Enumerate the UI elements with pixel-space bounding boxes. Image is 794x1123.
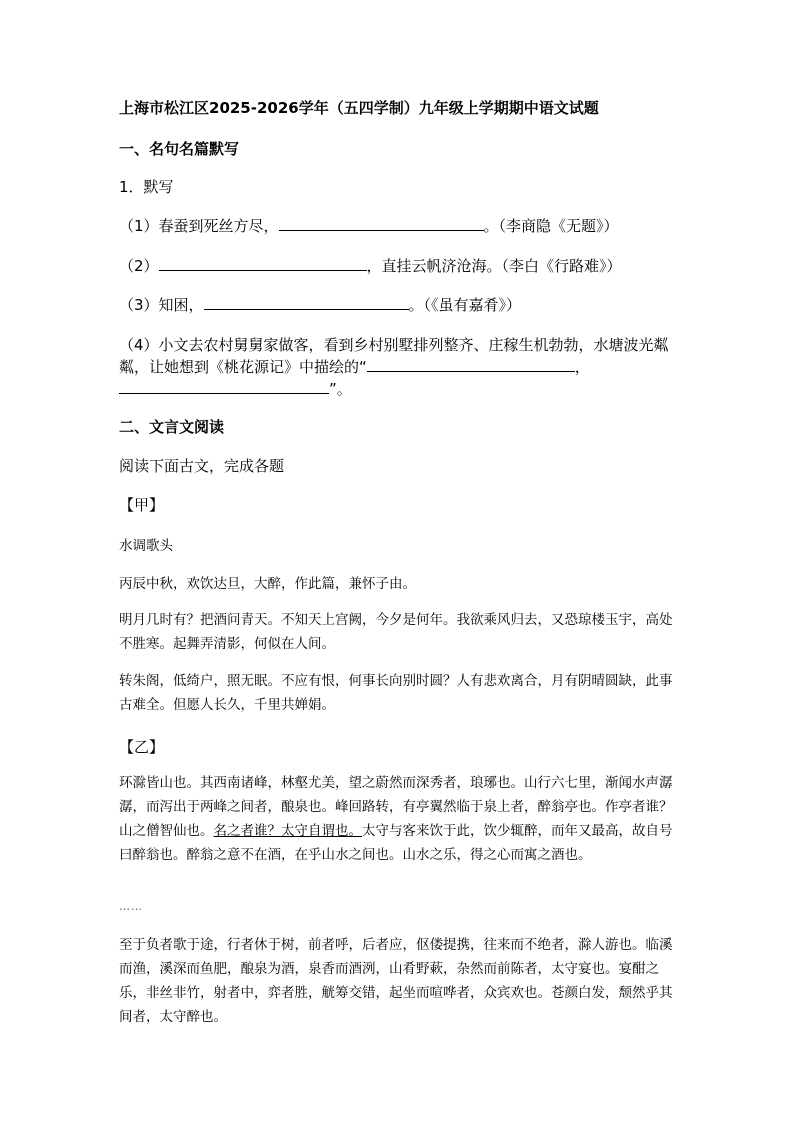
passage-jia-label: 【甲】 [119,496,165,514]
item3-prefix: （3）知困， [119,296,204,314]
dictation-item-4 [119,334,679,400]
poem-stanza-2: 转朱阁，低绮户，照无眠。不应有恨，何事长向别时圆？人有悲欢离合，月有阴晴圆缺，此事古难全。但愿人长久，千里共婵娟。 [119,673,673,713]
answer-blank-3[interactable] [204,294,409,310]
item3-suffix: 。（《虽有嘉肴》） [408,296,522,314]
dictation-item-3 [119,294,679,316]
item4-prefix: （4）小文去农村舅舅家做客，看到乡村别墅排列整齐、庄稼生机勃勃，水塘波光粼粼，让她想到《桃花源记》中描绘的“ [119,336,669,376]
poem-preface: 丙辰中秋，欢饮达旦，大醉，作此篇，兼怀子由。 [119,576,416,592]
dictation-item-2 [119,255,679,277]
prose-p1-part1: 环滁皆山也。其西南诸峰，林壑尤美，望之蔚然而深秀者，琅琊也。山行六七里，渐闻水声潺潺，而泻出于两峰之间者，酿泉也。峰回路转，有亭翼然临于泉上者，醉翁亭也。作亭者谁？山之僧智仙也。 [119,775,673,839]
passage-yi-label: 【乙】 [119,738,165,756]
answer-blank-2[interactable] [159,255,367,271]
question1-label: 1．默写 [119,178,174,196]
item2-prefix: （2） [119,257,159,275]
item4-separator: ， [574,358,590,376]
answer-blank-4a[interactable] [367,356,575,372]
underlined-sentence: 名之者谁？太守自谓也。 [213,823,362,839]
section2-heading: 二、文言文阅读 [119,418,225,436]
page-title: 上海市松江区2025-2026学年（五四学制）九年级上学期期中语文试题 [119,99,599,117]
item1-suffix: 。（李商隐《无题》） [483,217,619,235]
item4-suffix: ”。 [329,380,352,398]
answer-blank-1[interactable] [279,215,484,231]
answer-blank-4b[interactable] [119,378,329,394]
item1-prefix: （1）春蚕到死丝方尽， [119,217,279,235]
poem-stanza-1: 明月几时有？把酒问青天。不知天上宫阙，今夕是何年。我欲乘风归去，又恐琼楼玉宇，高处不胜寒。起舞弄清影，何似在人间。 [119,612,673,652]
omission-mark: …… [119,900,143,913]
dictation-item-1 [119,215,679,237]
section1-heading: 一、名句名篇默写 [119,140,240,158]
prose-p1-part2: 太守与客来饮于此，饮少辄醉，而年又最高，故自号曰醉翁也。醉翁之意不在酒，在乎山水之间也。山水之乐，得之心而寓之酒也。 [119,823,673,863]
item2-suffix: ，直挂云帆济沧海。（李白《行路难》） [366,257,622,275]
reading-instruction: 阅读下面古文，完成各题 [119,457,285,475]
prose-paragraph-2: 至于负者歌于途，行者休于树，前者呼，后者应，伛偻提携，往来而不绝者，滁人游也。临溪而渔，溪深而鱼肥，酿泉为酒，泉香而酒洌，山肴野蔌，杂然而前陈者，太守宴也。宴酣之乐，非丝非竹，射者中，弈者胜，觥筹交错，起坐而喧哗者，众宾欢也。苍颜白发，颓然乎其间者，太守醉也。 [119,937,673,1025]
prose-paragraph-1 [119,771,679,867]
poem-title: 水调歌头 [119,538,173,554]
